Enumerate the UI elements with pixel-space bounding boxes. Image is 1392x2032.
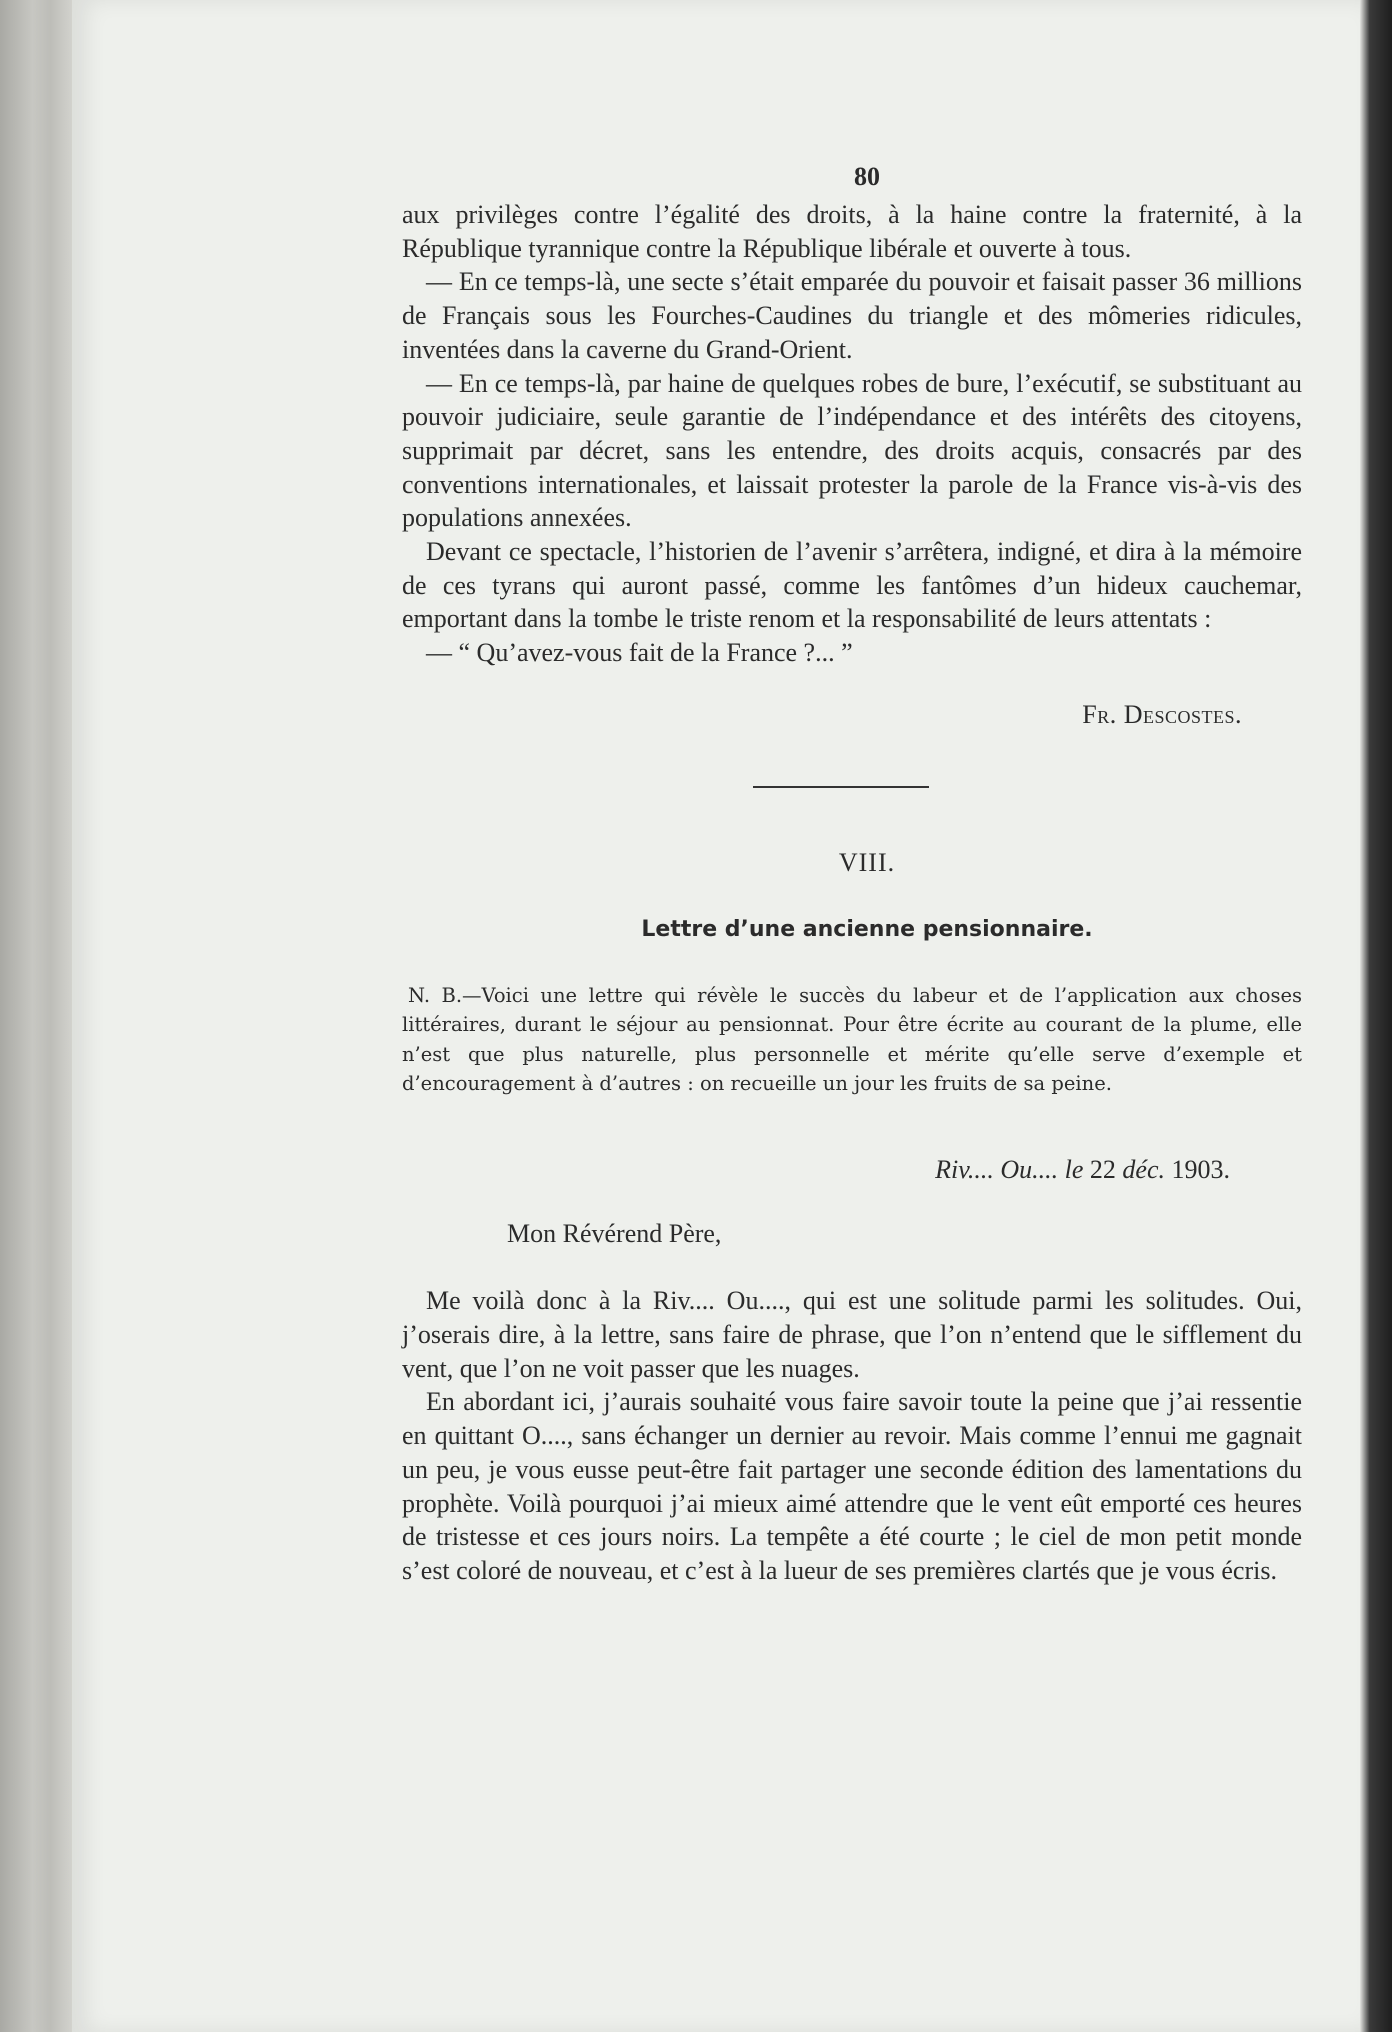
dateline-day: 22 [1089, 1154, 1116, 1184]
paragraph-2: — En ce temps-là, une secte s’était emparée du pouvoir et faisait passer 36 millions de Français sous les Fourches-Caudines du triangle et des mômeries ridicules, inventées dans la caverne du Grand-Orient. [402, 267, 1302, 364]
letter-dateline [402, 1153, 1302, 1187]
editor-note: N. B.—Voici une lettre qui révèle le succès du labeur et de l’application aux choses littéraires, durant le séjour au pensionnat. Pour être écrite au courant de la plume, elle n’est que plus naturelle, plus personnelle et mérite qu’elle serve d’exemple et d’encouragement à d’autres : on recueille un jour les fruits de sa peine. [402, 983, 1302, 1096]
section-number: VIII. [838, 847, 896, 877]
adjacent-page-edge [1360, 0, 1392, 2032]
dateline-le: le [1064, 1154, 1084, 1184]
paragraph-1: aux privilèges contre l’égalité des droits, à la haine contre la fraternité, à la République tyrannique contre la République libérale et ouverte à tous. [402, 200, 1302, 263]
book-binding-shadow [0, 0, 72, 2032]
book-page [72, 0, 1360, 2032]
text-column [402, 160, 1302, 1588]
signature: Fr. Descostes. [1082, 699, 1242, 729]
dateline-month: déc. [1122, 1154, 1165, 1184]
section-divider [753, 786, 929, 788]
section-title: Lettre d’une ancienne pensionnaire. [641, 917, 1093, 943]
paragraph-3: — En ce temps-là, par haine de quelques robes de bure, l’exécutif, se substituant au pouvoir judiciaire, seule garantie de l’indépendance et des intérêts des citoyens, supprimait par décret, sans les entendre, des droits acquis, consacrés par des conventions internationales, et laissait protester la parole de la France vis-à-vis des populations annexées. [402, 368, 1302, 533]
paragraph-4: Devant ce spectacle, l’historien de l’avenir s’arrêtera, indigné, et dira à la mémoire de ces tyrans qui auront passé, comme les fantômes d’un hideux cauchemar, emportant dans la tombe le triste renom et la responsabilité de leurs attentats : [402, 537, 1302, 634]
dateline-year: 1903. [1171, 1154, 1230, 1184]
letter-paragraph-1: Me voilà donc à la Riv.... Ou...., qui est une solitude parmi les solitudes. Oui, j’oserais dire, à la lettre, sans faire de phrase, que l’on n’entend que le sifflement du vent, que l’on ne voit passer que les nuages. [402, 1286, 1302, 1383]
letter-salutation: Mon Révérend Père, [507, 1218, 722, 1248]
page-number: 80 [854, 162, 880, 191]
paragraph-5-quote: — “ Qu’avez-vous fait de la France ?... ” [426, 638, 853, 668]
letter-paragraph-2: En abordant ici, j’aurais souhaité vous faire savoir toute la peine que j’ai ressentie en quittant O...., sans échanger un dernier au revoir. Mais comme l’ennui me gagnait un peu, je vous eusse peut-être fait partager une seconde édition des lamentations du prophète. Voilà pourquoi j’ai mieux aimé attendre que le vent eût emporté ces heures de tristesse et ces jours noirs. La tempête a été courte ; le ciel de mon petit monde s’est coloré de nouveau, et c’est à la lueur de ses premières clartés que je vous écris. [402, 1387, 1302, 1585]
letter-body [402, 1284, 1302, 1587]
dateline-place: Riv.... Ou.... [935, 1154, 1059, 1184]
